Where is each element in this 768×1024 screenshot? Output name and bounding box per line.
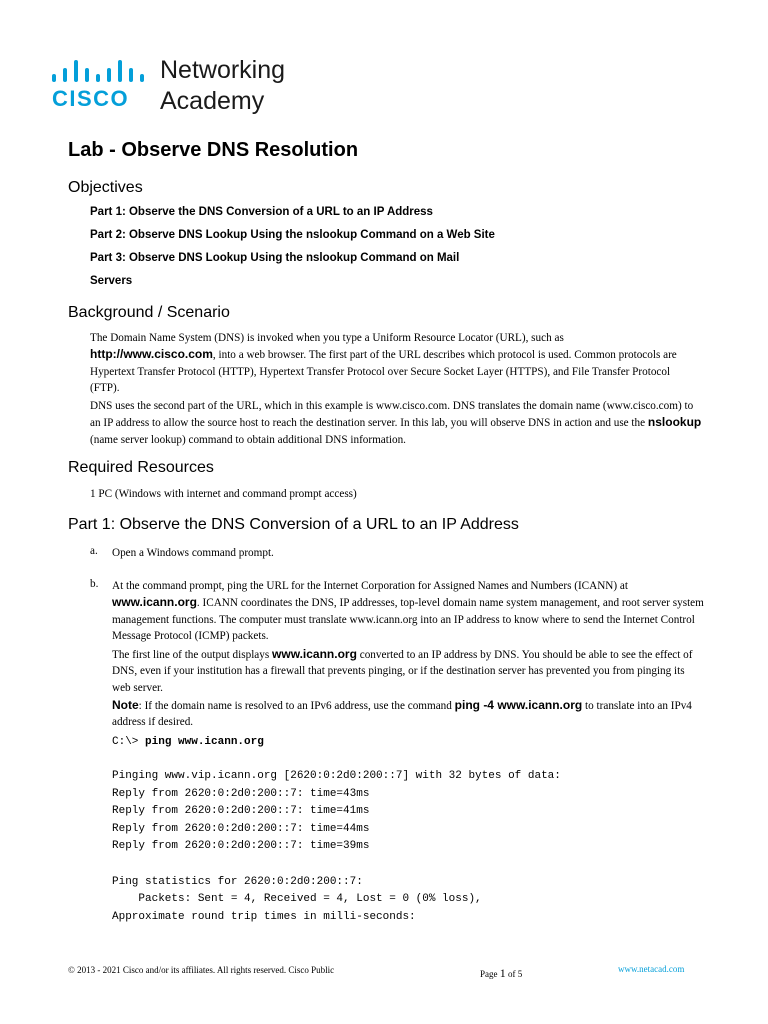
cisco-url: http://www.cisco.com [90, 347, 213, 362]
output-line: Approximate round trip times in milli-seconds: [112, 910, 416, 923]
resources-heading: Required Resources [68, 459, 214, 476]
ping-output [112, 768, 561, 926]
background-heading: Background / Scenario [68, 304, 230, 321]
ping4-command: ping -4 www.icann.org [454, 698, 583, 712]
background-paragraph-1: The Domain Name System (DNS) is invoked when you type a Uniform Resource Locator (URL), such as http://www.cisco.com, into a web browser. The first part of the URL describes which protocol is used. Common protocols are Hypertext Transfer Protocol (HTTP), Hypertext Transfer Protocol over Secure Socket Layer (HTTPS), and File Transfer Protocol (FTP). [90, 332, 677, 394]
objective-item: Part 3: Observe DNS Lookup Using the nslookup Command on Mail [90, 252, 460, 264]
icann-url: www.icann.org [272, 647, 357, 661]
cisco-bridge-icon [52, 60, 150, 82]
logo-academy: Academy [160, 87, 265, 115]
command-prompt: C:\> [112, 736, 139, 748]
cisco-networking-academy-logo [52, 58, 312, 118]
page-title: Lab - Observe DNS Resolution [68, 139, 359, 161]
objective-item: Part 2: Observe DNS Lookup Using the nslookup Command on a Web Site [90, 229, 495, 241]
ping-command: ping www.icann.org [145, 736, 264, 748]
background-paragraph-2: DNS uses the second part of the URL, which in this example is www.cisco.com. DNS translates the domain name (www.cisco.com) to an IP address to allow the source host to reach the destination server. In this lab, you will observe DNS in action and use the nslookup (name server lookup) command to obtain additional DNS information. [90, 400, 702, 446]
output-line: Reply from 2620:0:2d0:200::7: time=43ms [112, 787, 370, 800]
output-line: Pinging www.vip.icann.org [2620:0:2d0:200::7] with 32 bytes of data: [112, 770, 561, 782]
objective-item: Part 1: Observe the DNS Conversion of a URL to an IP Address [90, 206, 433, 218]
step-a-text: Open a Windows command prompt. [112, 547, 274, 559]
resource-item: 1 PC (Windows with internet and command prompt access) [90, 488, 357, 500]
footer-netacad-link[interactable]: www.netacad.com [618, 964, 685, 974]
output-line: Ping statistics for 2620:0:2d0:200::7: [112, 875, 363, 888]
nslookup-command: nslookup [647, 415, 702, 430]
output-line: Reply from 2620:0:2d0:200::7: time=39ms [112, 840, 370, 853]
step-a-label: a. [90, 545, 98, 557]
icann-url: www.icann.org [112, 595, 197, 610]
cisco-wordmark: CISCO [52, 86, 130, 111]
step-b-text: At the command prompt, ping the URL for the Internet Corporation for Assigned Names and Numbers (ICANN) at www.icann.org. ICANN coordinates the DNS, IP addresses, top-level domain name system management, and root server system management functions. The computer must translate www.icann.org into an IP address to know where to send the Internet Control Message Protocol (ICMP) packets. [112, 580, 704, 642]
logo-networking: Networking [160, 56, 286, 84]
footer-page-number: Page 1 of 5 [480, 966, 523, 980]
output-line [112, 856, 561, 874]
step-b-label: b. [90, 578, 99, 590]
step-b-output-explanation: The first line of the output displays www.icann.org converted to an IP address by DNS. You should be able to see the effect of DNS, even if your institution has a firewall that prevents pinging, or if the destination server has prevented you from pinging its web server. [112, 647, 693, 694]
output-line: Packets: Sent = 4, Received = 4, Lost = 0 (0% loss), [112, 893, 482, 906]
output-line: Reply from 2620:0:2d0:200::7: time=44ms [112, 822, 370, 835]
objective-item: Servers [90, 275, 133, 287]
command-line [112, 734, 264, 752]
note-label: Note [112, 698, 139, 712]
note-paragraph: Note: If the domain name is resolved to an IPv6 address, use the command ping -4 www.icann.org to translate into an IPv4 address if desired. [112, 698, 692, 729]
footer-copyright: © 2013 - 2021 Cisco and/or its affiliates. All rights reserved. Cisco Public [68, 965, 335, 975]
output-line: Reply from 2620:0:2d0:200::7: time=41ms [112, 805, 370, 818]
objectives-heading: Objectives [68, 179, 143, 196]
part1-heading: Part 1: Observe the DNS Conversion of a URL to an IP Address [68, 516, 519, 533]
